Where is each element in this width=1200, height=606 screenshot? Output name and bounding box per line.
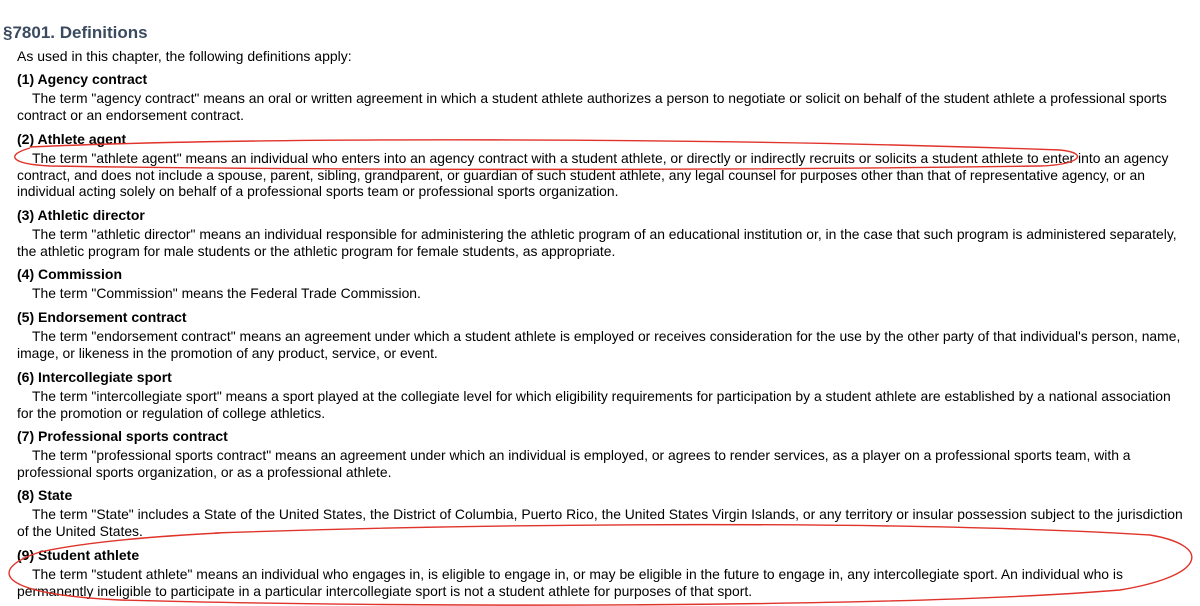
section-title: §7801. Definitions <box>3 23 148 42</box>
definition-text: The term "athletic director" means an individual responsible for administering the athletic program of an educational institution or, in the case that such program is administered separately, the athletic program for male students or the athletic program for female students, as appropriate. <box>17 226 1177 259</box>
definition-heading: (8) State <box>17 487 73 503</box>
definition-professional-sports-contract <box>17 428 1183 480</box>
definition-athlete-agent <box>17 131 1183 200</box>
definition-student-athlete <box>17 547 1183 599</box>
definition-heading: (5) Endorsement contract <box>17 309 187 325</box>
definition-agency-contract <box>17 71 1183 123</box>
definition-text: The term "student athlete" means an individual who engages in, is eligible to engage in, or may be eligible in the future to engage in, any intercollegiate sport. An individual who is permanently ineligible to participate in a particular intercollegiate sport is not a student athlete for purposes of that sport. <box>17 566 1123 599</box>
definition-text: The term "agency contract" means an oral or written agreement in which a student athlete authorizes a person to negotiate or solicit on behalf of the student athlete a professional sports contract or an endorsement contract. <box>17 90 1167 123</box>
definition-text: The term "intercollegiate sport" means a sport played at the collegiate level for which eligibility requirements for participation by a student athlete are established by a national association for the promotion or regulation of college athletics. <box>17 388 1171 421</box>
definition-endorsement-contract <box>17 309 1183 361</box>
definition-commission <box>17 266 1183 302</box>
definition-text: The term "State" includes a State of the United States, the District of Columbia, Puerto Rico, the United States Virgin Islands, or any territory or insular possession subject to the jurisdiction of the United States. <box>17 506 1183 539</box>
definition-heading: (1) Agency contract <box>17 71 148 87</box>
definition-athletic-director <box>17 207 1183 259</box>
definition-heading: (4) Commission <box>17 266 123 282</box>
definition-text: The term "professional sports contract" means an agreement under which an individual is employed, or agrees to render services, as a player on a professional sports team, with a professional sports organization, or as a professional athlete. <box>17 447 1131 480</box>
definition-text: The term "Commission" means the Federal Trade Commission. <box>32 285 421 301</box>
section-intro: As used in this chapter, the following definitions apply: <box>17 48 352 64</box>
definition-heading: (7) Professional sports contract <box>17 428 228 444</box>
definition-text: The term "endorsement contract" means an agreement under which a student athlete is employed or receives consideration for the use by the other party of that individual's person, name, image, or likeness in the promotion of any product, service, or event. <box>17 328 1181 361</box>
definition-text: The term "athlete agent" means an individual who enters into an agency contract with a student athlete, or directly or indirectly recruits or solicits a student athlete to enter into an agency contract, and does not include a spouse, parent, sibling, grandparent, or guardian of such student athlete, any legal counsel for purposes other than that of representative agency, or an individual acting solely on behalf of a professional sports team or professional sports organization. <box>17 150 1169 199</box>
definition-heading: (9) Student athlete <box>17 547 140 563</box>
definition-intercollegiate-sport <box>17 369 1183 421</box>
definition-heading: (3) Athletic director <box>17 207 145 223</box>
definition-state <box>17 487 1183 539</box>
definition-heading: (6) Intercollegiate sport <box>17 369 172 385</box>
definition-heading: (2) Athlete agent <box>17 131 127 147</box>
